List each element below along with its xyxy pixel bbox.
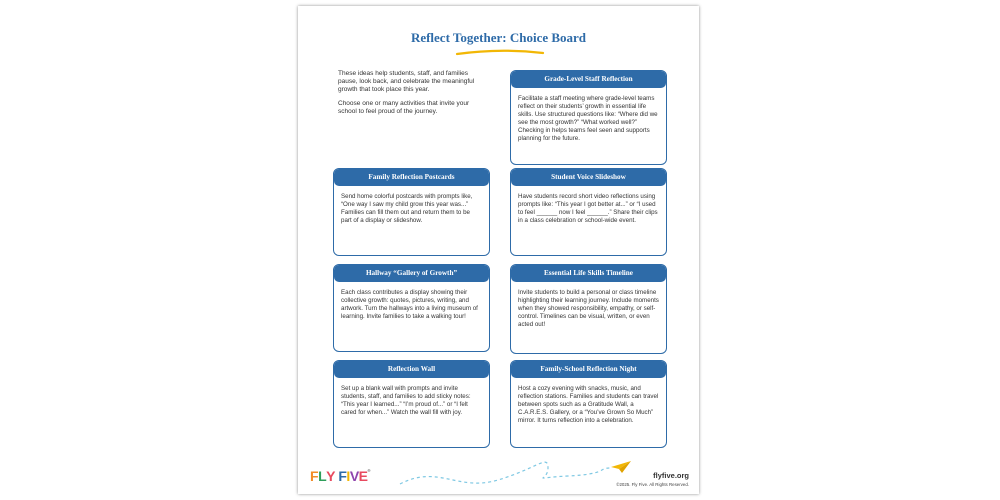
card-title: Grade-Level Staff Reflection [511, 71, 666, 88]
card-reflection-wall [333, 360, 490, 448]
card-hallway-gallery-of-growth [333, 264, 490, 352]
card-grade-level-staff-reflection [510, 70, 667, 165]
card-body: Set up a blank wall with prompts and invite students, staff, and families to add sticky notes: “This year I learned...” “I’m proud of...” or “I felt cared for when...” Watch the wall fill with joy. [341, 385, 471, 416]
logo-letter: F [310, 468, 319, 484]
card-body: Host a cozy evening with snacks, music, and reflection stations. Families and students can travel between spots such as a Gratitude Wall, a C.A.R.E.S. Gallery, or a “You’ve Grown So Much” mirror. It turns reflection into a celebration. [518, 385, 659, 424]
fly-five-logo [310, 468, 370, 484]
card-title: Family-School Reflection Night [511, 361, 666, 378]
card-essential-life-skills-timeline [510, 264, 667, 354]
website-text: flyfive.org [653, 471, 689, 480]
card-family-reflection-postcards [333, 168, 490, 256]
copyright-text: ©2025. Fly Five. All Rights Reserved. [616, 482, 689, 487]
intro-text [338, 70, 478, 121]
logo-letter: Y [326, 468, 335, 484]
card-title: Hallway “Gallery of Growth” [334, 265, 489, 282]
dashed-flight-path [398, 454, 613, 494]
card-body: Each class contributes a display showing their collective growth: quotes, pictures, writing, and artwork. Turn the hallways into a living museum of learning. Invite families to take a walking tour! [341, 289, 478, 320]
card-student-voice-slideshow [510, 168, 667, 256]
card-body: Send home colorful postcards with prompts like, “One way I saw my child grow this year was...” Families can fill them out and return them to be part of a display or slideshow. [341, 193, 473, 224]
logo-letter: V [349, 468, 359, 484]
card-title: Reflection Wall [334, 361, 489, 378]
logo-letter: L [318, 468, 327, 484]
card-title: Student Voice Slideshow [511, 169, 666, 186]
card-body: Invite students to build a personal or class timeline highlighting their learning journey. Include moments when they showed responsibility, empathy, or self-control. Timelines can be visual, written, or even acted out! [518, 289, 659, 328]
logo-letter: F [338, 468, 347, 484]
logo-letter: E [358, 468, 368, 484]
document-page [298, 6, 699, 494]
page-title: Reflect Together: Choice Board [410, 30, 587, 45]
paper-plane-icon [610, 459, 632, 475]
intro-paragraph-2: Choose one or many activities that invite your school to feel proud of the journey. [338, 99, 470, 115]
card-title: Essential Life Skills Timeline [511, 265, 666, 282]
intro-paragraph-1: These ideas help students, staff, and families pause, look back, and celebrate the meaningful growth that took place this year. [338, 70, 475, 94]
title-underline [455, 48, 545, 58]
card-body: Facilitate a staff meeting where grade-level teams reflect on their students’ growth in essential life skills. Use structured questions like: “Where did we see the most growth?” “What worked well?” Checking in helps teams feel seen and supports planning for the future. [518, 95, 658, 142]
logo-letter: I [346, 468, 350, 484]
card-family-school-reflection-night [510, 360, 667, 448]
card-body: Have students record short video reflections using prompts like: “This year I got better at...” or “I used to feel ______ now I feel ______.” Share their clips in a class celebration or school-wide event. [518, 193, 658, 224]
card-title: Family Reflection Postcards [334, 169, 489, 186]
trademark-symbol: ® [367, 468, 370, 473]
